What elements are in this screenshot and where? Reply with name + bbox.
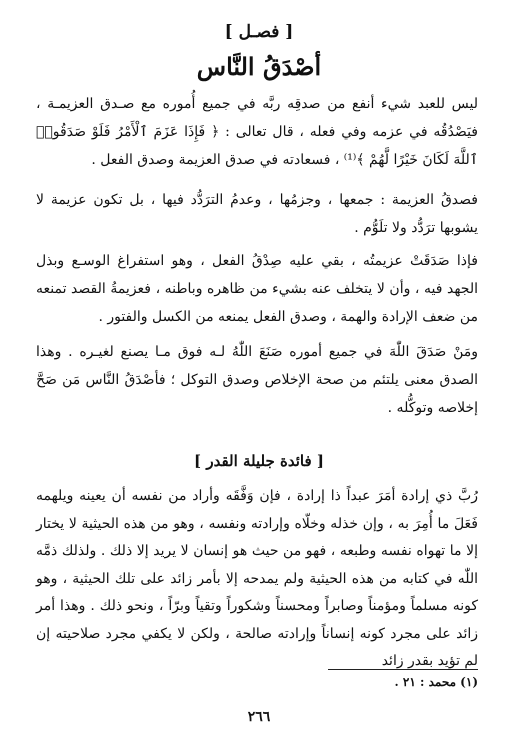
- paragraph: رُبَّ ذي إرادة أمَرَ عبداً ذا إرادة ، فإن وَفَّقَه وأراد من نفسه أن يعينه ويلهمه فَعَلَ ما أُمِرَ به ، وإن خذله وخلّاه وإرادته ونفسه ، وهو من هذه الحيثية لا يختار إلا ما تهواه نفسه وطبعه ، فهو من حيث هو إنسان لا يريد إلا ذلك . ولذلك ذمَّه اللّٰه في كتابه من هذه الحيثية ولم يمدحه إلا بأمر زائد على تلك الحيثية ، وهو كونه مسلماً ومؤمناً وصابراً ومحسناً وشكوراً وتقياً وبرّاً ، ونحو ذلك . وهذا أمر زائد على مجرد كونه إنساناً وإرادته صالحة ، ولكن لا يكفي مجرد صلاحيته إن لم تؤيد بقدر زائد: [36, 488, 478, 669]
- paragraph: ومَنْ صَدَقَ اللّٰهَ في جميع أموره صَنَعَ اللّٰهُ لـه فوق مـا يصنع لغيـره . وهذا الصدق معنى يلتئم من صحة الإخلاص وصدق التوكل ؛ فأصْدَقُ النَّاس مَن صَحَّ إخلاصه وتوكُّله .: [36, 344, 478, 416]
- paragraph: فإذا صَدَقَتْ عزيمتُه ، بقي عليه صِدْقُ الفعل ، وهو استفراغ الوسـع وبذل الجهد فيه ، وأن لا يتخلف عنه بشيء من ظاهره وباطنه ، فعزيمةُ القصد تمنعه من ضعف الإرادة والهمة ، وصدق الفعل يمنعه من الكسل والفتور .: [36, 253, 478, 325]
- footnote: (١) محمد : ٢١ .: [394, 675, 478, 689]
- section-label: [ فصـل ]: [224, 22, 294, 42]
- sub-heading: [ فائدة جليلة القدر ]: [194, 452, 324, 470]
- paragraph: ليس للعبد شيء أنفع من صدقِه ربَّه في جميع أُموره مع صـدق العزيمـة ، فيَصْدُقُه في عزمه وفي فعله ، قال تعالى : ﴿ فَإِذَا عَزَمَ ٱلْأَمْرُ فَلَوْ صَدَقُوا۟ ٱللَّهَ لَكَانَ خَيْرًا لَّهُمْ ﴾⁽¹⁾ ، فسعادته في صدق العزيمة وصدق الفعل .: [36, 96, 478, 168]
- page-title: أصْدَقُ النَّاس: [196, 52, 322, 81]
- page-number: ٢٦٦: [247, 709, 271, 725]
- footnote-divider: [328, 669, 478, 670]
- paragraph: فصدقُ العزيمة : جمعها ، وجزمُها ، وعدمُ الترَدُّد فيها ، بل تكون عزيمة لا يشوبها ترَدُّد ولا تلَوُّم .: [36, 192, 478, 236]
